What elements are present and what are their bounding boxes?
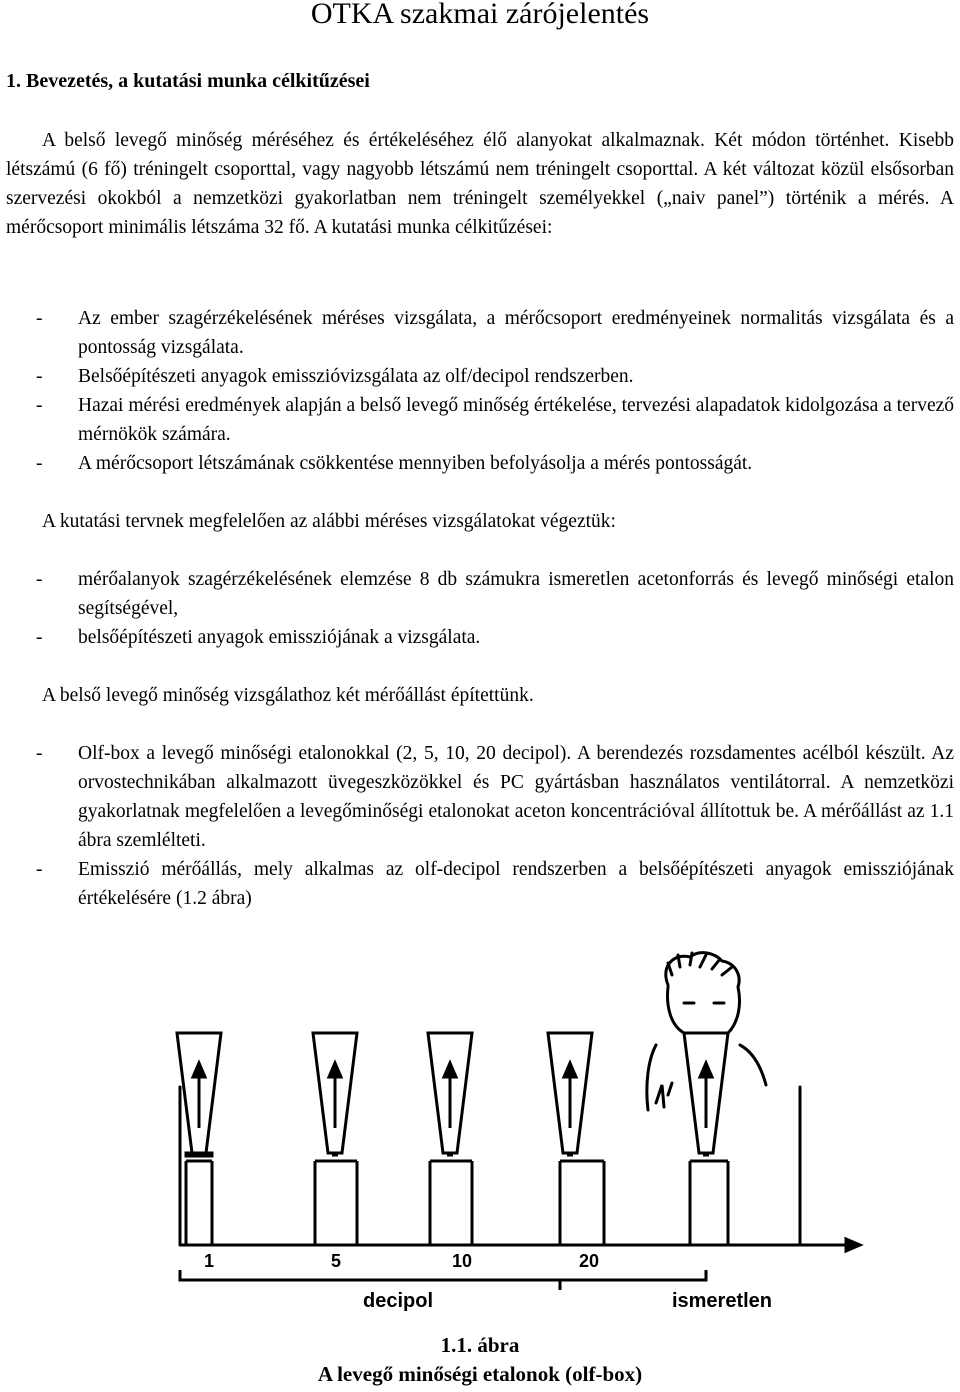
- air-inlet-arrow-icon: [780, 1239, 860, 1251]
- section-heading: 1. Bevezetés, a kutatási munka célkitűzései: [6, 70, 370, 92]
- goals-list: [6, 304, 954, 478]
- studies-list: [6, 565, 954, 652]
- olf-box-figure: [0, 945, 960, 1325]
- airflow-arrow-icon: [564, 1063, 576, 1128]
- group-label-ismeretlen: ismeretlen: [671, 1290, 773, 1312]
- etalon-container: [690, 1161, 728, 1245]
- airflow-arrow-icon: [193, 1063, 205, 1128]
- goal-item: - Belsőépítészeti anyagok emisszióvizsgálata az olf/decipol rendszerben.: [6, 362, 954, 391]
- goal-item: - A mérőcsoport létszámának csökkentése mennyiben befolyásolja a mérés pontosságát.: [6, 449, 954, 478]
- etalon-container: [186, 1161, 212, 1245]
- group-label-decipol: decipol: [362, 1290, 434, 1312]
- studies-intro: A kutatási tervnek megfelelően az alábbi méréses vizsgálatokat végeztük:: [42, 511, 616, 532]
- airflow-arrow-icon: [329, 1063, 341, 1128]
- study-item: - mérőalanyok szagérzékelésének elemzése 8 db számukra ismeretlen acetonforrás és levegő minőségi etalon segítségével,: [6, 565, 954, 623]
- airflow-arrow-icon: [444, 1063, 456, 1128]
- etalon-container: [560, 1161, 604, 1245]
- box-label: 10: [451, 1251, 473, 1271]
- box-label: 20: [578, 1251, 600, 1271]
- document-title: OTKA szakmai zárójelentés: [310, 0, 650, 30]
- etalon-container: [430, 1161, 472, 1245]
- box-label: 5: [330, 1251, 342, 1271]
- intro-paragraph: A belső levegő minőség méréséhez és értékeléséhez élő alanyokat alkalmaznak. Két módon történhet. Kisebb létszámú (6 fő) tréningelt csoporttal, vagy nagyobb létszámú nem tréningelt csoporttal. A két változat közül elsősorban szervezési okokból a nemzetközi gyakorlatban nem tréningelt személyekkel („naiv panel”) történik a mérés. A mérőcsoport minimális létszáma 32 fő. A kutatási munka célkitűzései:: [6, 130, 954, 238]
- figure-caption-number: 1.1. ábra: [440, 1333, 520, 1357]
- station-item: - Olf-box a levegő minőségi etalonokkal (2, 5, 10, 20 decipol). A berendezés rozsdamentes acélból készült. Az orvostechnikában alkalmazott üvegeszközökkel és PC gyártásban használatos ventilátorral. A nemzetközi gyakorlatnak megfelelően a levegőminőségi etalonokat aceton koncentrációval állítottuk be. A mérőállást az 1.1 ábra szemlélteti.: [6, 739, 954, 855]
- airflow-arrow-icon: [700, 1063, 712, 1128]
- stations-intro: A belső levegő minőség vizsgálathoz két mérőállást építettünk.: [42, 685, 534, 706]
- stations-list: [6, 739, 954, 913]
- goal-item: - Az ember szagérzékelésének méréses vizsgálata, a mérőcsoport eredményeinek normalitás vizsgálata és a pontosság vizsgálata.: [6, 304, 954, 362]
- goal-item: - Hazai mérési eredmények alapján a belső levegő minőség értékelése, tervezési alapadatok kidolgozása a tervező mérnökök számára.: [6, 391, 954, 449]
- study-item: - belsőépítészeti anyagok emissziójának a vizsgálata.: [6, 623, 954, 652]
- figure-caption-title: A levegő minőségi etalonok (olf-box): [317, 1362, 643, 1386]
- station-item: - Emisszió mérőállás, mely alkalmas az olf-decipol rendszerben a belsőépítészeti anyagok emissziójának értékelésére (1.2 ábra): [6, 855, 954, 913]
- box-label: 1: [203, 1251, 215, 1271]
- etalon-container: [315, 1161, 357, 1245]
